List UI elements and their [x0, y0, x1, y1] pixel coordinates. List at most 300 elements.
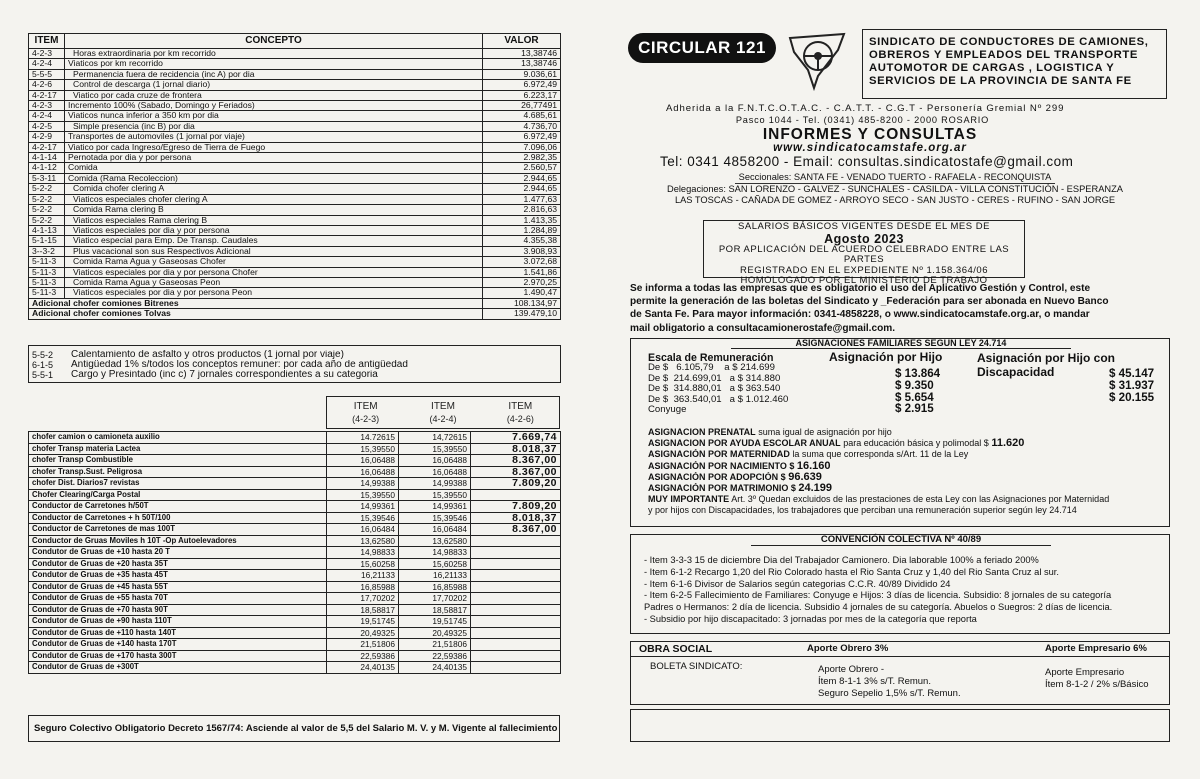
valor-cell: 13,38746 — [483, 49, 561, 59]
item-423-cell: 14,99361 — [327, 501, 399, 513]
item-code: 4-1-14 — [29, 153, 65, 163]
salarios-line: SALARIOS BÁSICOS VIGENTES DESDE EL MES DE — [738, 221, 990, 232]
table-row — [29, 225, 561, 235]
item-header-code: (4-2-6) — [506, 414, 534, 424]
importante-label: MUY IMPORTANTE — [648, 494, 730, 505]
seguro-note: Seguro Colectivo Obligatorio Decreto 1567/74: Asciende al valor de 5,5 del Salario M. V. y M. Vigente al fallecimiento — [28, 715, 560, 742]
concepto-cell: Plus vacacional son sus Respectivos Adicional — [65, 246, 483, 256]
item-426-cell — [471, 639, 561, 651]
categoria-cell: Condutor de Gruas de +110 hasta 140T — [29, 627, 327, 639]
item-426-cell — [471, 593, 561, 605]
informa-line: de Santa Fe. Para mayor información: 0341-4858228, o www.sindicatocamstafe.org.ar, o mandar — [630, 309, 1090, 321]
steering-wheel-logo-icon — [784, 30, 852, 94]
item-code: 4-2-9 — [29, 132, 65, 142]
valor-cell: 4.736,70 — [483, 121, 561, 131]
categoria-cell: chofer Transp.Sust. Peligrosa — [29, 466, 327, 478]
concepto-cell: Viaticos por km recorrido — [65, 59, 483, 69]
escala-row: De $ 214.699,01 a $ 314.880 — [648, 372, 781, 384]
convencion-line: Padres o Hermanos: 2 día de licencia. Subsidio 4 jornales de su categoría. Abuelos o Suegros: 2 días de licencia. — [644, 602, 1113, 613]
nacimiento-label: ASIGNACIÓN POR NACIMIENTO $ — [648, 460, 795, 471]
concepto-cell: Comida — [65, 163, 483, 173]
item-423-cell: 16,06488 — [327, 455, 399, 467]
importante-row-2: y por hijos con Discapacidades, los trabajadores que perciban una remuneración superior según ley 24.714 — [648, 505, 1077, 516]
item-426-cell: 8.367,00 — [471, 466, 561, 478]
item-423-cell: 19,51745 — [327, 616, 399, 628]
table-row — [29, 246, 561, 256]
rates-body — [29, 432, 561, 674]
table-row — [29, 90, 561, 100]
valor-cell: 9.036,61 — [483, 69, 561, 79]
item-code: 4-1-12 — [29, 163, 65, 173]
item-426-cell — [471, 570, 561, 582]
informa-line: Se informa a todas las empresas que es obligatorio el uso del Aplicativo Gestión y Control, este — [630, 283, 1091, 294]
item-code: 5-2-2 — [29, 194, 65, 204]
valor-cell: 3.072,68 — [483, 257, 561, 267]
concepto-cell: Comida Rama Agua y Gaseosas Chofer — [65, 257, 483, 267]
categoria-cell: chofer Dist. Diarios7 revistas — [29, 478, 327, 490]
escala-row: De $ 314.880,01 a $ 363.540 — [648, 383, 781, 394]
escala-rows — [648, 363, 788, 416]
table-row — [29, 142, 561, 152]
item-code: 5-11-3 — [29, 288, 65, 298]
boleta-label: BOLETA SINDICATO: — [650, 661, 743, 672]
escala-row: De $ 363.540,01 a $ 1.012.460 — [648, 393, 789, 405]
item-426-cell — [471, 616, 561, 628]
seccionales-block — [640, 172, 1150, 206]
matrimonio-row — [648, 483, 1163, 494]
item-header — [327, 397, 404, 428]
convencion-body — [644, 555, 1166, 626]
escolar-amount: 11.620 — [991, 438, 1025, 450]
item-424-cell: 14,72615 — [399, 432, 471, 444]
table-row — [29, 257, 561, 267]
item-code: 5-11-3 — [29, 277, 65, 287]
item-header — [404, 397, 481, 428]
valor-cell: 6.972,49 — [483, 80, 561, 90]
escolar-label: ASIGNACION POR AYUDA ESCOLAR ANUAL — [648, 438, 841, 449]
table-row — [29, 277, 561, 287]
table-row — [29, 121, 561, 131]
disc-amount: $ 31.937 — [1109, 378, 1155, 392]
item-code: 4-2-4 — [29, 59, 65, 69]
item-426-cell — [471, 581, 561, 593]
categoria-cell: Condutor de Gruas de +90 hasta 110T — [29, 616, 327, 628]
categoria-cell: chofer Transp materia Lactea — [29, 443, 327, 455]
item-426-cell: 8.367,00 — [471, 455, 561, 467]
notes-box — [28, 345, 561, 383]
rate-row — [29, 512, 561, 524]
item-426-cell: 7.669,74 — [471, 432, 561, 444]
salarios-month: Agosto 2023 — [824, 231, 904, 246]
disc-header: Asignación por Hijo con Discapacidad — [977, 351, 1116, 379]
item-426-cell: 8.367,00 — [471, 524, 561, 536]
matrimonio-label: ASIGNACIÓN POR MATRIMONIO $ — [648, 483, 796, 494]
categoria-cell: chofer camion o camioneta auxilio — [29, 432, 327, 444]
item-424-cell: 24,40135 — [399, 662, 471, 674]
circular-badge: CIRCULAR 121 — [628, 33, 776, 63]
item-code: 5-5-5 — [29, 69, 65, 79]
item-424-cell: 19,51745 — [399, 616, 471, 628]
col-header-concepto: CONCEPTO — [65, 34, 483, 49]
item-423-cell: 16,85988 — [327, 581, 399, 593]
concepto-cell: Control de descarga (1 jornal diario) — [65, 80, 483, 90]
nacimiento-row — [648, 461, 1163, 472]
categoria-cell: Condutor de Gruas de +10 hasta 20 T — [29, 547, 327, 559]
concepto-cell: Comida chofer clering A — [65, 184, 483, 194]
item-code: 5-11-3 — [29, 257, 65, 267]
table-row — [29, 163, 561, 173]
adopcion-amount: 96.639 — [788, 471, 822, 483]
categoria-cell: Conductor de Carretones + h 50T/100 — [29, 512, 327, 524]
adopcion-label: ASIGNACIÓN POR ADOPCIÓN $ — [648, 471, 786, 482]
item-code: 4-2-5 — [29, 121, 65, 131]
table-row — [29, 267, 561, 277]
item-header-label: ITEM — [431, 401, 455, 412]
adopcion-row — [648, 472, 1163, 483]
item-423-cell: 16,21133 — [327, 570, 399, 582]
table-row — [29, 236, 561, 246]
table-row — [29, 194, 561, 204]
item-424-cell: 15,60258 — [399, 558, 471, 570]
table-row — [29, 184, 561, 194]
adicional-concepto: Adicional chofer comiones Tolvas — [29, 309, 483, 319]
item-code: 5-3-11 — [29, 173, 65, 183]
nacimiento-amount: 16.160 — [796, 460, 831, 472]
item-426-cell: 7.809,20 — [471, 478, 561, 490]
table-row — [29, 173, 561, 183]
escolar-text: para educación básica y polimodal $ — [843, 438, 989, 449]
concepto-cell: Comida Rama Agua y Gaseosas Peon — [65, 277, 483, 287]
valor-cell: 6.223,17 — [483, 90, 561, 100]
rate-row — [29, 593, 561, 605]
informa-paragraph — [630, 282, 1170, 335]
item-424-cell: 16,85988 — [399, 581, 471, 593]
concepto-cell: Comida Rama clering B — [65, 205, 483, 215]
rate-row — [29, 570, 561, 582]
valor-cell: 1.284,89 — [483, 225, 561, 235]
item-424-cell: 15,39546 — [399, 512, 471, 524]
item-423-cell: 14,98833 — [327, 547, 399, 559]
informes-title: INFORMES Y CONSULTAS — [762, 126, 978, 143]
salarios-line: HOMOLOGADO POR EL MINISTERIO DE TRABAJO — [740, 275, 988, 286]
rate-row — [29, 443, 561, 455]
item-code: 4-1-13 — [29, 225, 65, 235]
item-426-cell: 7.809,20 — [471, 501, 561, 513]
rate-row — [29, 581, 561, 593]
valor-cell: 1.477,63 — [483, 194, 561, 204]
seccionales-line: Seccionales: SANTA FE - VENADO TUERTO - RAFAELA - RECONQUISTA — [735, 172, 1056, 184]
item-423-cell: 16,06488 — [327, 466, 399, 478]
asignaciones-title: ASIGNACIONES FAMILIARES SEGUN LEY 24.714 — [731, 338, 1071, 349]
item-header-code: (4-2-3) — [352, 414, 380, 424]
item-code: 5-2-2 — [29, 205, 65, 215]
item-423-cell: 21,51806 — [327, 639, 399, 651]
concepto-cell: Viatico por cada Ingreso/Egreso de Tierra de Fuego — [65, 142, 483, 152]
hijo-amount: $ 2.915 — [895, 402, 934, 416]
rate-row — [29, 547, 561, 559]
maternidad-label: ASIGNACIÓN POR MATERNIDAD — [648, 449, 790, 460]
valor-cell: 6.972,49 — [483, 132, 561, 142]
disc-amount: $ 45.147 — [1109, 367, 1155, 380]
delegaciones-line: Delegaciones: SAN LORENZO - GALVEZ - SUNCHALES - CASILDA - VILLA CONSTITUCIÓN - ESPERANZA — [666, 184, 1123, 194]
valor-cell: 2.944,65 — [483, 173, 561, 183]
item-code: 4-2-17 — [29, 142, 65, 152]
item-423-cell: 14.72615 — [327, 432, 399, 444]
adherida-line: Adherida a la F.N.T.C.O.T.A.C. - C.A.T.T. - C.G.T - Personería Gremial Nº 299 — [666, 103, 1065, 114]
item-423-cell: 14,99388 — [327, 478, 399, 490]
rate-row — [29, 604, 561, 616]
item-code: 5-2-2 — [29, 184, 65, 194]
item-424-cell: 22,59386 — [399, 650, 471, 662]
concepto-cell: Simple presencia (inc B) por dia — [65, 121, 483, 131]
convencion-line: - Item 6-1-2 Recargo 1,20 del Rio Colorado hasta el Rio Santa Cruz y 1,40 del Rio Santa Cruz al sur. — [644, 566, 1059, 577]
hijo-amounts — [895, 368, 940, 415]
item-424-cell: 21,51806 — [399, 639, 471, 651]
item-426-cell — [471, 535, 561, 547]
table-row — [29, 111, 561, 121]
empty-box — [630, 709, 1170, 742]
salarios-box — [703, 220, 1025, 286]
convencion-line: - Item 3-3-3 15 de diciembre Dia del Trabajador Camionero. Dia laborable 100% a feriado 200% — [644, 555, 1039, 565]
item-426-cell: 8.018,37 — [471, 443, 561, 455]
item-423-cell: 20,49325 — [327, 627, 399, 639]
item-423-cell: 15,39546 — [327, 512, 399, 524]
concepto-cell: Comida (Rama Recoleccion) — [65, 173, 483, 183]
aporte-obrero-line: Aporte Obrero - — [818, 664, 884, 675]
adicional-valor: 139.479,10 — [483, 309, 561, 319]
aporte-obrero-header: Aporte Obrero 3% — [807, 643, 889, 654]
asignaciones-list — [648, 427, 1163, 517]
item-424-cell: 14,99388 — [399, 478, 471, 490]
hijo-amount: $ 5.654 — [895, 390, 934, 404]
item-426-cell — [471, 627, 561, 639]
item-header — [482, 397, 559, 428]
rates-table — [28, 431, 561, 674]
aporte-empresario-header: Aporte Empresario 6% — [1045, 643, 1147, 654]
item-424-cell: 14,98833 — [399, 547, 471, 559]
union-name-box — [862, 29, 1167, 99]
item-code: 5-11-3 — [29, 267, 65, 277]
concepto-cell: Viaticos especiales por dia y por persona Chofer — [65, 267, 483, 277]
item-code: 4-2-3 — [29, 101, 65, 111]
item-424-cell: 16,06488 — [399, 466, 471, 478]
categoria-cell: Conductor de Carretones de mas 100T — [29, 524, 327, 536]
item-426-cell — [471, 604, 561, 616]
item-426-cell — [471, 558, 561, 570]
categoria-cell: Condutor de Gruas de +300T — [29, 662, 327, 674]
item-423-cell: 16,06484 — [327, 524, 399, 536]
importante-text: Art. 3º Quedan excluidos de las prestaciones de esta Ley con las Asignaciones por Maternidad — [731, 494, 1110, 505]
note-line: Cargo y Presintado (inc c) 7 jornales correspondientes a su categoria — [71, 370, 378, 380]
valor-cell: 2.982,35 — [483, 153, 561, 163]
union-line: OBREROS Y EMPLEADOS DEL TRANSPORTE — [869, 49, 1138, 61]
table-row — [29, 288, 561, 298]
union-line: AUTOMOTOR DE CARGAS , LOGISTICA Y — [869, 62, 1115, 74]
item-code: 5-2-2 — [29, 215, 65, 225]
categoria-cell: Condutor de Gruas de +170 hasta 300T — [29, 650, 327, 662]
item-424-cell: 14,99361 — [399, 501, 471, 513]
item-424-cell: 20,49325 — [399, 627, 471, 639]
item-424-cell: 16,06484 — [399, 524, 471, 536]
disc-amount: $ 20.155 — [1109, 390, 1155, 404]
table-row — [29, 49, 561, 59]
table-row — [29, 205, 561, 215]
item-423-cell: 13,62580 — [327, 535, 399, 547]
col-header-item: ITEM — [29, 34, 65, 49]
informa-line: mail obligatorio a consultacamionerostafe@gmail.com. — [630, 322, 896, 334]
rate-row — [29, 455, 561, 467]
valor-cell: 1.413,35 — [483, 215, 561, 225]
maternidad-row — [648, 449, 1163, 460]
note-line: Antigüedad 1% s/todos los conceptos remuner: por cada año de antigüedad — [71, 360, 408, 370]
address-line: Pasco 1044 - Tel. (0341) 485-8200 - 2000 ROSARIO — [735, 115, 990, 125]
categoria-cell: Conductor de Gruas Moviles h 10T -Op Autoelevadores — [29, 535, 327, 547]
rate-row — [29, 662, 561, 674]
table-row — [29, 132, 561, 142]
tel-email-line: Tel: 0341 4858200 - Email: consultas.sindicatostafe@gmail.com — [660, 154, 1074, 169]
item-code: 3--3-2 — [29, 246, 65, 256]
item-code: 4-2-17 — [29, 90, 65, 100]
item-code: 4-2-6 — [29, 80, 65, 90]
rate-row — [29, 639, 561, 651]
maternidad-text: la suma que corresponda s/Art. 11 de la Ley — [792, 449, 969, 460]
concepts-table — [28, 33, 561, 320]
categoria-cell: Condutor de Gruas de +70 hasta 90T — [29, 604, 327, 616]
concepto-cell: Horas extraordinaria por km recorrido — [65, 49, 483, 59]
aporte-obrero-item: Ítem 8-1-1 3% s/T. Remun. — [818, 676, 931, 687]
convencion-title: CONVENCIÓN COLECTIVA Nº 40/89 — [751, 534, 1051, 546]
categoria-cell: Conductor de Carretones h/50T — [29, 501, 327, 513]
salarios-line: REGISTRADO EN EL EXPEDIENTE Nº 1.158.364/06 — [740, 264, 988, 276]
rate-row — [29, 650, 561, 662]
obra-social-title: OBRA SOCIAL — [639, 643, 713, 655]
concepto-cell: Incremento 100% (Sabado, Domingo y Feriados) — [65, 101, 483, 111]
item-424-cell: 15,39550 — [399, 489, 471, 501]
hijo-amount: $ 9.350 — [895, 378, 934, 392]
prenatal-row — [648, 427, 1163, 438]
rate-row — [29, 558, 561, 570]
escala-header: Escala de Remuneración — [648, 352, 774, 364]
rate-row — [29, 432, 561, 444]
valor-cell: 2.944,65 — [483, 184, 561, 194]
rate-row — [29, 627, 561, 639]
rate-row — [29, 616, 561, 628]
concepto-cell: Viatico especial para Emp. De Transp. Caudales — [65, 236, 483, 246]
note-line: Calentamiento de asfalto y otros productos (1 jornal por viaje) — [71, 350, 344, 360]
valor-cell: 13,38746 — [483, 59, 561, 69]
adicional-row — [29, 309, 561, 319]
concepto-cell: Viaticos especiales por dia y por persona — [65, 225, 483, 235]
item-423-cell: 17,70202 — [327, 593, 399, 605]
valor-cell: 2.560,57 — [483, 163, 561, 173]
item-header-box — [326, 396, 560, 429]
concepts-body — [29, 49, 561, 320]
valor-cell: 3.908,93 — [483, 246, 561, 256]
table-row — [29, 153, 561, 163]
rate-row — [29, 478, 561, 490]
item-423-cell: 15,39550 — [327, 443, 399, 455]
adicional-concepto: Adicional chofer comiones Bitrenes — [29, 298, 483, 308]
escala-row: De $ 6.105,79 a $ 214.699 — [648, 362, 775, 373]
valor-cell: 1.541,86 — [483, 267, 561, 277]
hijo-header: Asignación por Hijo — [829, 350, 943, 364]
item-code: 5-1-15 — [29, 236, 65, 246]
escala-row: Conyuge — [648, 404, 687, 415]
categoria-cell: Condutor de Gruas de +20 hasta 35T — [29, 558, 327, 570]
rate-row — [29, 524, 561, 536]
note-code: 6-1-5 — [32, 360, 54, 370]
concepto-cell: Transportes de automoviles (1 jornal por viaje) — [65, 132, 483, 142]
concepto-cell: Viaticos nunca inferior a 350 km por dia — [65, 111, 483, 121]
informa-line: permite la generación de las boletas del Sindicato y _Federación para ser abonada en Nuevo Banco — [630, 296, 1109, 308]
table-row — [29, 215, 561, 225]
categoria-cell: Condutor de Gruas de +35 hasta 45T — [29, 570, 327, 582]
item-header-code: (4-2-4) — [429, 414, 457, 424]
concepto-cell: Viaticos especiales por dia y por persona Peon — [65, 288, 483, 298]
categoria-cell: Condutor de Gruas de +55 hasta 70T — [29, 593, 327, 605]
table-row — [29, 69, 561, 79]
table-row — [29, 101, 561, 111]
concepto-cell: Permanencia fuera de recidencia (inc A) por dia — [65, 69, 483, 79]
convencion-line: - Item 6-2-5 Fallecimiento de Familiares: Conyuge e Hijos: 3 días de licencia. Subsidio: 8 jornales de su categoría — [644, 590, 1112, 601]
website-link[interactable]: www.sindicatocamstafe.org.ar — [773, 142, 967, 154]
importante-row — [648, 494, 1163, 505]
item-header-label: ITEM — [508, 401, 533, 412]
item-426-cell — [471, 662, 561, 674]
item-423-cell: 22,59386 — [327, 650, 399, 662]
concepto-cell: Viaticos especiales Rama clering B — [65, 215, 483, 225]
rate-row — [29, 489, 561, 501]
asignaciones-box — [630, 338, 1170, 527]
delegaciones-line: LAS TOSCAS - CAÑADA DE GOMEZ - ARROYO SECO - SAN JUSTO - CERES - RUFINO - SAN JORGE — [674, 195, 1116, 205]
item-424-cell: 16,21133 — [399, 570, 471, 582]
item-code: 4-2-4 — [29, 111, 65, 121]
convencion-line: - Item 6-1-6 Divisor de Salarios según categorias C.C.R. 40/89 Dividido 24 — [644, 578, 951, 589]
notes-codes — [32, 350, 64, 380]
categoria-cell: Chofer Clearing/Carga Postal — [29, 489, 327, 501]
item-424-cell: 16,06488 — [399, 455, 471, 467]
table-row — [29, 59, 561, 69]
categoria-cell: Condutor de Gruas de +45 hasta 55T — [29, 581, 327, 593]
aporte-empresario-item: Ítem 8-1-2 / 2% s/Básico — [1045, 679, 1149, 690]
valor-cell: 2.816,63 — [483, 205, 561, 215]
disc-amounts — [1109, 368, 1154, 403]
valor-cell: 26,77491 — [483, 101, 561, 111]
concepto-cell: Viaticos especiales chofer clering A — [65, 194, 483, 204]
item-424-cell: 18,58817 — [399, 604, 471, 616]
item-423-cell: 18,58817 — [327, 604, 399, 616]
valor-cell: 7.096,06 — [483, 142, 561, 152]
item-header-label: ITEM — [353, 401, 378, 412]
item-426-cell — [471, 650, 561, 662]
item-426-cell — [471, 489, 561, 501]
convencion-line: - Subsidio por hijo discapacitado: 3 jornadas por mes de la categoría que reporta — [644, 613, 977, 624]
obra-social-box — [630, 641, 1170, 705]
item-code: 4-2-3 — [29, 49, 65, 59]
categoria-cell: chofer Transp Combustible — [29, 455, 327, 467]
aporte-empresario-line: Aporte Empresario — [1045, 667, 1125, 678]
item-423-cell: 15,60258 — [327, 558, 399, 570]
union-line: SINDICATO DE CONDUCTORES DE CAMIONES, — [869, 36, 1149, 48]
col-header-valor: VALOR — [483, 34, 561, 49]
valor-cell: 1.490,47 — [483, 288, 561, 298]
escolar-row — [648, 438, 1163, 449]
note-code: 5-5-2 — [32, 350, 54, 360]
seguro-sepelio: Seguro Sepelio 1,5% s/T. Remun. — [818, 688, 961, 699]
table-row — [29, 80, 561, 90]
valor-cell: 2.970,25 — [483, 277, 561, 287]
concepto-cell: Pernotada por dia y por persona — [65, 153, 483, 163]
